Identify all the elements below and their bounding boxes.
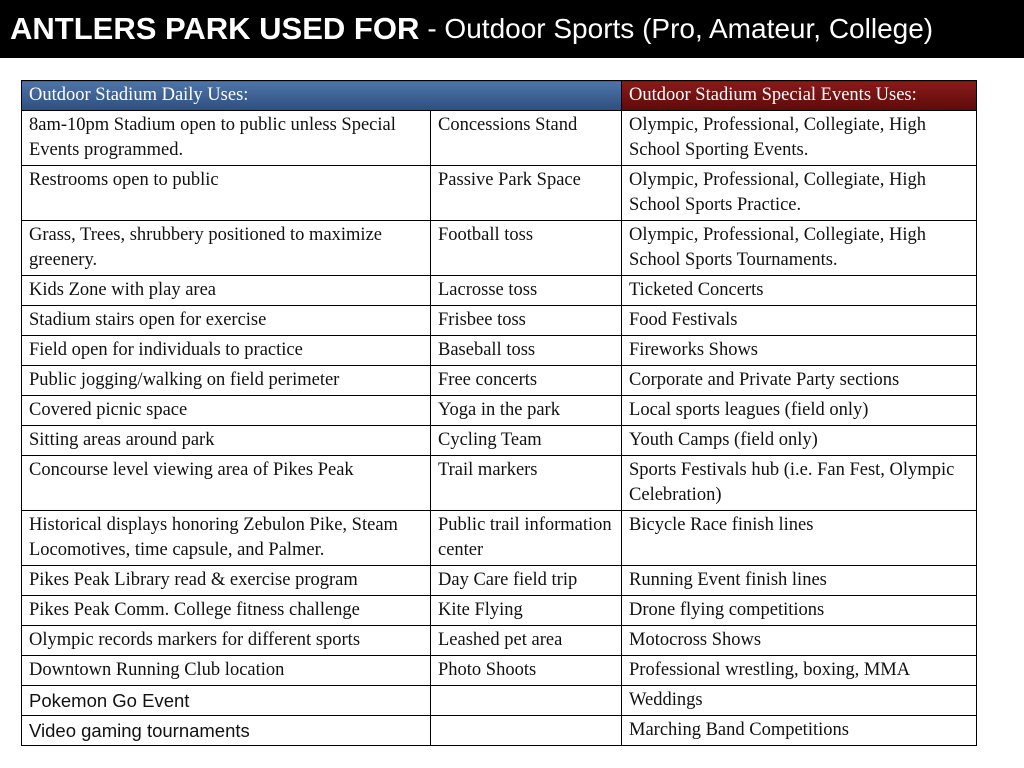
daily-activity-cell: Photo Shoots <box>431 656 622 686</box>
daily-activity-cell: Trail markers <box>431 456 622 511</box>
table-row <box>22 656 977 686</box>
table-row <box>22 511 977 566</box>
daily-activity-cell: Frisbee toss <box>431 306 622 336</box>
special-event-cell: Marching Band Competitions <box>622 716 977 746</box>
daily-use-cell: Pikes Peak Comm. College fitness challenge <box>22 596 431 626</box>
table-row <box>22 426 977 456</box>
daily-use-cell: Stadium stairs open for exercise <box>22 306 431 336</box>
special-event-cell: Ticketed Concerts <box>622 276 977 306</box>
uses-table <box>21 80 977 746</box>
daily-use-cell: Covered picnic space <box>22 396 431 426</box>
special-event-cell: Olympic, Professional, Collegiate, High School Sports Tournaments. <box>622 221 977 276</box>
daily-activity-cell: Leashed pet area <box>431 626 622 656</box>
daily-activity-cell: Public trail information center <box>431 511 622 566</box>
table-row <box>22 276 977 306</box>
daily-activity-cell: Cycling Team <box>431 426 622 456</box>
daily-use-cell: 8am-10pm Stadium open to public unless Special Events programmed. <box>22 111 431 166</box>
special-event-cell: Olympic, Professional, Collegiate, High School Sports Practice. <box>622 166 977 221</box>
table-row <box>22 111 977 166</box>
table-row <box>22 626 977 656</box>
table-header-row <box>22 81 977 111</box>
special-event-cell: Motocross Shows <box>622 626 977 656</box>
special-event-cell: Drone flying competitions <box>622 596 977 626</box>
table-row <box>22 456 977 511</box>
special-event-cell: Local sports leagues (field only) <box>622 396 977 426</box>
special-event-cell: Running Event finish lines <box>622 566 977 596</box>
special-event-cell: Weddings <box>622 686 977 716</box>
special-event-cell: Corporate and Private Party sections <box>622 366 977 396</box>
special-event-cell: Food Festivals <box>622 306 977 336</box>
daily-use-cell: Video gaming tournaments <box>22 716 431 746</box>
daily-activity-cell: Lacrosse toss <box>431 276 622 306</box>
daily-use-cell: Field open for individuals to practice <box>22 336 431 366</box>
table-row <box>22 306 977 336</box>
daily-activity-cell: Kite Flying <box>431 596 622 626</box>
special-events-header: Outdoor Stadium Special Events Uses: <box>622 81 977 111</box>
daily-use-cell: Public jogging/walking on field perimeter <box>22 366 431 396</box>
daily-uses-header: Outdoor Stadium Daily Uses: <box>22 81 622 111</box>
table-row <box>22 336 977 366</box>
daily-activity-cell: Concessions Stand <box>431 111 622 166</box>
table-row <box>22 566 977 596</box>
daily-use-cell: Concourse level viewing area of Pikes Peak <box>22 456 431 511</box>
special-event-cell: Sports Festivals hub (i.e. Fan Fest, Olympic Celebration) <box>622 456 977 511</box>
table-row <box>22 716 977 746</box>
daily-use-cell: Sitting areas around park <box>22 426 431 456</box>
special-event-cell: Professional wrestling, boxing, MMA <box>622 656 977 686</box>
special-event-cell: Fireworks Shows <box>622 336 977 366</box>
daily-use-cell: Historical displays honoring Zebulon Pike, Steam Locomotives, time capsule, and Palmer. <box>22 511 431 566</box>
daily-activity-cell: Passive Park Space <box>431 166 622 221</box>
special-event-cell: Youth Camps (field only) <box>622 426 977 456</box>
table-row <box>22 221 977 276</box>
daily-use-cell: Grass, Trees, shrubbery positioned to maximize greenery. <box>22 221 431 276</box>
daily-use-cell: Olympic records markers for different sports <box>22 626 431 656</box>
table-row <box>22 366 977 396</box>
table-row <box>22 166 977 221</box>
table-row <box>22 596 977 626</box>
daily-activity-cell: Baseball toss <box>431 336 622 366</box>
daily-activity-cell: Football toss <box>431 221 622 276</box>
daily-activity-cell <box>431 716 622 746</box>
title-bold: ANTLERS PARK USED FOR <box>10 11 420 46</box>
title-subtitle: - Outdoor Sports (Pro, Amateur, College) <box>427 13 934 44</box>
daily-use-cell: Kids Zone with play area <box>22 276 431 306</box>
daily-activity-cell <box>431 686 622 716</box>
daily-activity-cell: Free concerts <box>431 366 622 396</box>
special-event-cell: Bicycle Race finish lines <box>622 511 977 566</box>
daily-use-cell: Restrooms open to public <box>22 166 431 221</box>
title-bar <box>0 0 1024 58</box>
table-row <box>22 686 977 716</box>
special-event-cell: Olympic, Professional, Collegiate, High School Sporting Events. <box>622 111 977 166</box>
table-row <box>22 396 977 426</box>
daily-use-cell: Pokemon Go Event <box>22 686 431 716</box>
daily-use-cell: Pikes Peak Library read & exercise program <box>22 566 431 596</box>
daily-use-cell: Downtown Running Club location <box>22 656 431 686</box>
daily-activity-cell: Yoga in the park <box>431 396 622 426</box>
daily-activity-cell: Day Care field trip <box>431 566 622 596</box>
